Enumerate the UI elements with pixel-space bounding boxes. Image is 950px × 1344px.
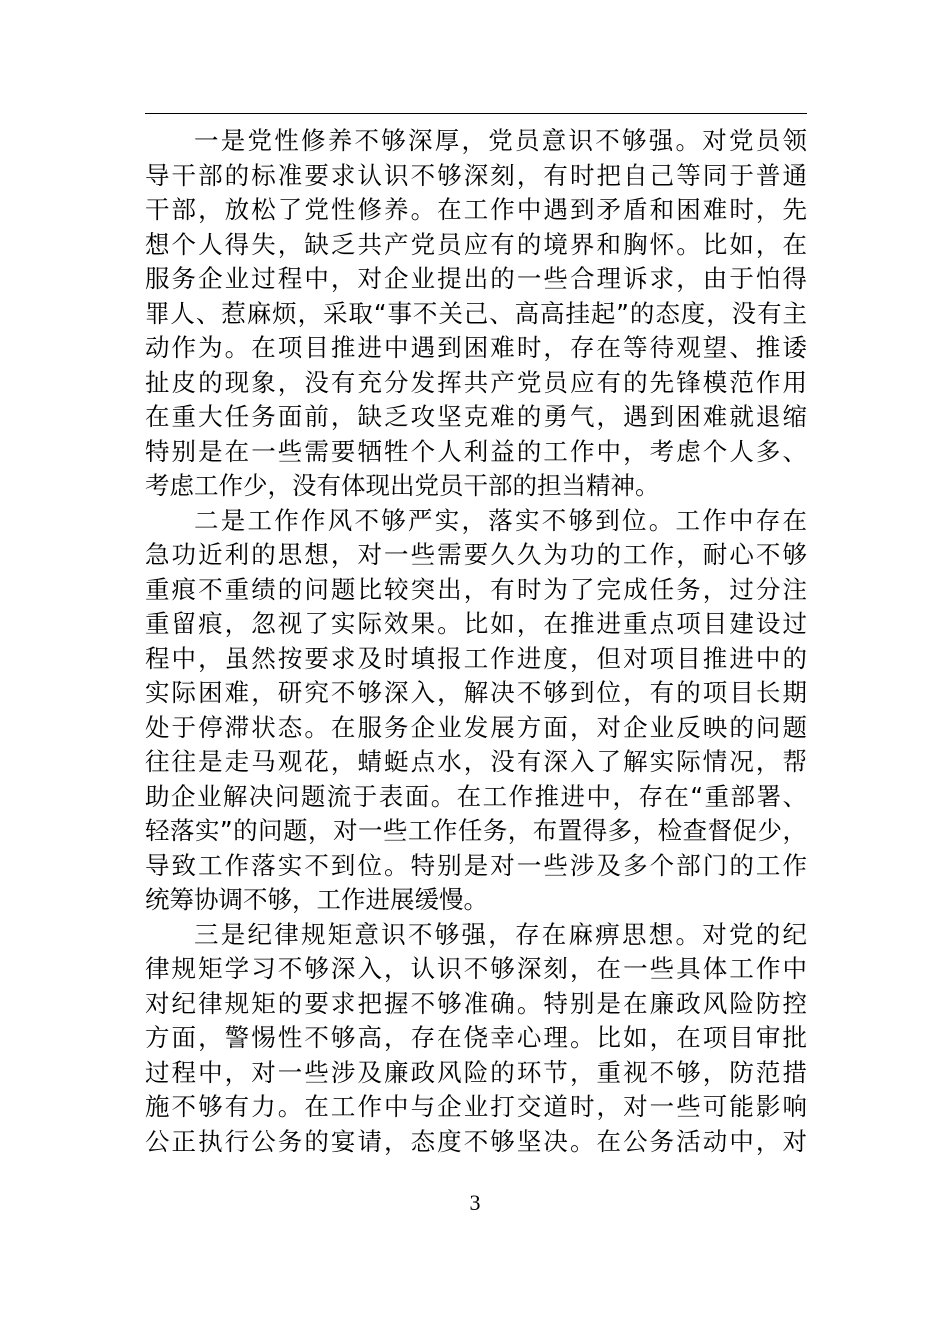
text-line: 助企业解决问题流于表面。在工作推进中，存在“重部署、	[145, 781, 807, 811]
text-line: 一是党性修养不够深厚，党员意识不够强。对党员领	[194, 126, 807, 155]
text-line: 想个人得失，缺乏共产党员应有的境界和胸怀。比如，在	[145, 229, 807, 259]
text-line: 扯皮的现象，没有充分发挥共产党员应有的先锋模范作用	[145, 367, 807, 397]
text-line: 服务企业过程中，对企业提出的一些合理诉求，由于怕得	[145, 264, 807, 293]
text-line: 律规矩学习不够深入，认识不够深刻，在一些具体工作中	[145, 954, 807, 983]
text-line: 考虑工作少，没有体现出党员干部的担当精神。	[145, 471, 660, 500]
text-line: 重痕不重绩的问题比较突出，有时为了完成任务，过分注	[145, 574, 807, 604]
text-line: 过程中，对一些涉及廉政风险的环节，重视不够，防范措	[145, 1057, 807, 1087]
text-line: 公正执行公务的宴请，态度不够坚决。在公务活动中，对	[145, 1126, 807, 1156]
text-line: 在重大任务面前，缺乏攻坚克难的勇气，遇到困难就退缩	[145, 402, 807, 431]
text-line: 特别是在一些需要牺牲个人利益的工作中，考虑个人多、	[145, 436, 807, 466]
text-line: 导干部的标准要求认识不够深刻，有时把自己等同于普通	[145, 160, 807, 190]
page-number: 3	[469, 1190, 481, 1215]
text-line: 往往是走马观花，蜻蜓点水，没有深入了解实际情况，帮	[145, 747, 807, 776]
body-text	[145, 124, 807, 1159]
paragraph-3	[145, 918, 807, 1160]
text-line: 统筹协调不够，工作进展缓慢。	[145, 885, 488, 914]
text-line: 处于停滞状态。在服务企业发展方面，对企业反映的问题	[145, 712, 807, 742]
text-line: 对纪律规矩的要求把握不够准确。特别是在廉政风险防控	[145, 988, 807, 1018]
paragraph-2	[145, 504, 807, 918]
text-line: 罪人、惹麻烦，采取“事不关己、高高挂起”的态度，没有主	[145, 298, 807, 328]
paragraph-1	[145, 124, 807, 504]
text-line: 急功近利的思想，对一些需要久久为功的工作，耐心不够	[145, 540, 807, 569]
text-line: 施不够有力。在工作中与企业打交道时，对一些可能影响	[145, 1092, 807, 1121]
text-line: 程中，虽然按要求及时填报工作进度，但对项目推进中的	[145, 643, 807, 673]
text-line: 动作为。在项目推进中遇到困难时，存在等待观望、推诿	[145, 333, 807, 362]
text-line: 轻落实”的问题，对一些工作任务，布置得多，检查督促少，	[145, 816, 807, 845]
header-rule	[145, 113, 807, 114]
text-line: 方面，警惕性不够高，存在侥幸心理。比如，在项目审批	[145, 1023, 807, 1052]
text-line: 实际困难，研究不够深入，解决不够到位，有的项目长期	[145, 678, 807, 707]
text-line: 三是纪律规矩意识不够强，存在麻痹思想。对党的纪	[194, 919, 807, 949]
text-line: 导致工作落实不到位。特别是对一些涉及多个部门的工作	[145, 850, 807, 880]
text-line: 二是工作作风不够严实，落实不够到位。工作中存在	[194, 505, 807, 535]
text-line: 重留痕，忽视了实际效果。比如，在推进重点项目建设过	[145, 609, 807, 638]
text-line: 干部，放松了党性修养。在工作中遇到矛盾和困难时，先	[145, 195, 807, 224]
